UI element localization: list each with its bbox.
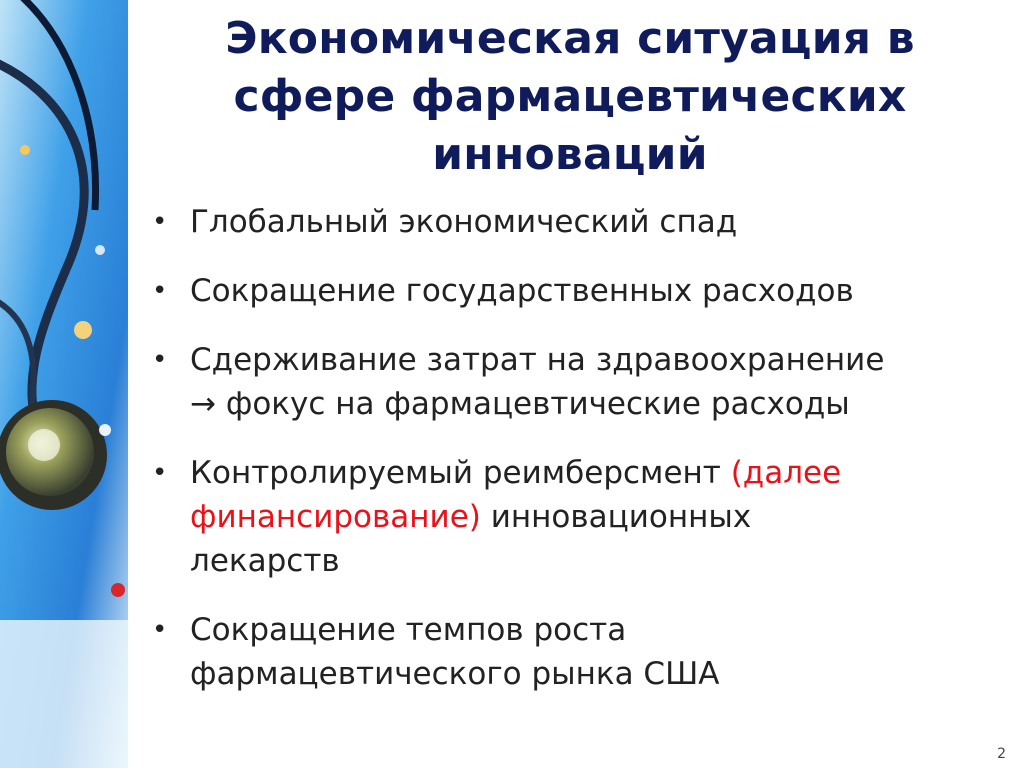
page-number: 2 [997, 746, 1006, 762]
stethoscope-icon [0, 0, 128, 768]
stethoscope-photo [0, 0, 128, 768]
bullet-item [150, 451, 990, 583]
bullet-item [150, 269, 990, 313]
bullet-text: Сокращение государственных расходов [190, 273, 854, 309]
bullet-text: Сдерживание затрат на здравоохранение [190, 342, 885, 378]
accent-text: (далее [730, 455, 842, 491]
bullet-icon: • [152, 276, 168, 306]
bullet-icon: • [152, 345, 168, 375]
bullet-text: фармацевтического рынка США [190, 656, 720, 692]
bullet-text: Сокращение темпов роста [190, 612, 627, 648]
title-line: Экономическая ситуация в [225, 13, 915, 64]
bullet-icon: • [152, 458, 168, 488]
bullet-item [150, 200, 990, 244]
bullet-list [150, 200, 990, 721]
bullet-icon: • [152, 207, 168, 237]
bullet-text: инновационных [480, 499, 752, 535]
bullet-line [190, 495, 990, 539]
bullet-text: Глобальный экономический спад [190, 204, 738, 240]
accent-text: финансирование) [190, 499, 481, 535]
slide-title [150, 10, 990, 184]
bullet-icon: • [152, 615, 168, 645]
bullet-item [150, 338, 990, 426]
bullet-text: Контролируемый реимберсмент [190, 455, 731, 491]
bullet-line [190, 451, 990, 495]
title-line: инноваций [432, 129, 708, 180]
bullet-text: → фокус на фармацевтические расходы [190, 386, 850, 422]
bullet-text: лекарств [190, 543, 340, 579]
title-line: сфере фармацевтических [233, 71, 907, 122]
bullet-item [150, 608, 990, 696]
